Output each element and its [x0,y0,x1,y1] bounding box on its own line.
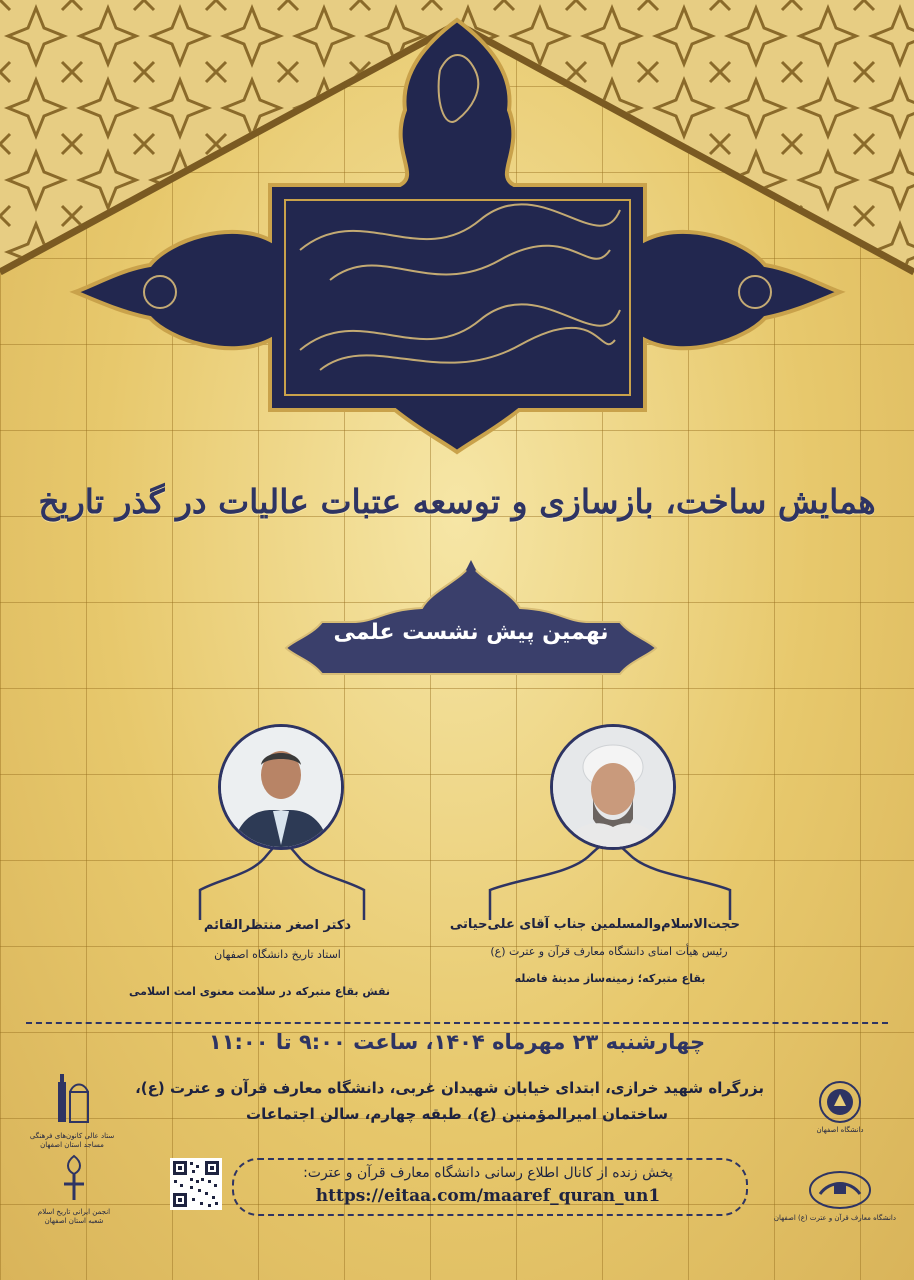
speaker-photo-left [218,724,344,850]
isfahan-university-logo-icon [812,1080,868,1124]
dashed-divider [26,1022,888,1025]
address-line-2: ساختمان امیرالمؤمنین (ع)، طبقه چهارم، سالن اجتماعات [246,1105,668,1123]
speaker-topic-right: بقاع متبرکه؛ زمینه‌ساز مدینهٔ فاضله [514,972,706,985]
isfahan-university-caption: دانشگاه اصفهان [816,1126,864,1134]
event-title: همایش ساخت، بازسازی و توسعه عتبات عالیات در گذر تاریخ [38,482,876,521]
mosque-culture-caption: ستاد عالی کانون‌های فرهنگی مساجد استان اصفهان [29,1132,115,1149]
speaker-topic-left: نقش بقاع متبرکه در سلامت معنوی امت اسلامی [129,985,390,998]
speaker-role-right: رئیس هیأت امنای دانشگاه معارف قرآن و عترت (ع) [490,945,728,958]
address-line-1: بزرگراه شهید خرازی، ابتدای خیابان شهیدان غربی، دانشگاه معارف قرآن و عترت (ع)، [135,1079,764,1097]
maaref-university-caption: دانشگاه معارف قرآن و عترت (ع) اصفهان [773,1214,896,1222]
person-icon [553,727,673,847]
event-date-time: چهارشنبه ۲۳ مهرماه ۱۴۰۴، ساعت ۹:۰۰ تا ۱۱:۰۰ [208,1030,706,1054]
person-icon [221,727,341,847]
history-association-logo-icon [56,1152,92,1204]
speaker-name-left: دکتر اصغر منتظرالقائم [203,918,352,933]
broadcast-link[interactable]: https://eitaa.com/maaref_quran_un1 [315,1186,661,1206]
broadcast-label: پخش زنده از کانال اطلاع رسانی دانشگاه معارف قرآن و عترت: [303,1165,673,1181]
speaker-photo-right [550,724,676,850]
mosque-culture-logo-icon [44,1068,100,1130]
speaker-name-right: حجت‌الاسلام‌والمسلمین جناب آقای علی‌حیاتی [449,917,740,932]
event-address [135,1075,764,1127]
qr-code-icon[interactable] [170,1158,222,1210]
session-label: نهمین پیش نشست علمی [333,620,609,645]
calligraphy-plaque [0,0,914,460]
history-association-caption: انجمن ایرانی تاریخ اسلام شعبه استان اصفهان [37,1208,111,1225]
speaker-role-left: استاد تاریخ دانشگاه اصفهان [214,948,341,961]
maaref-university-logo-icon [800,1168,880,1212]
